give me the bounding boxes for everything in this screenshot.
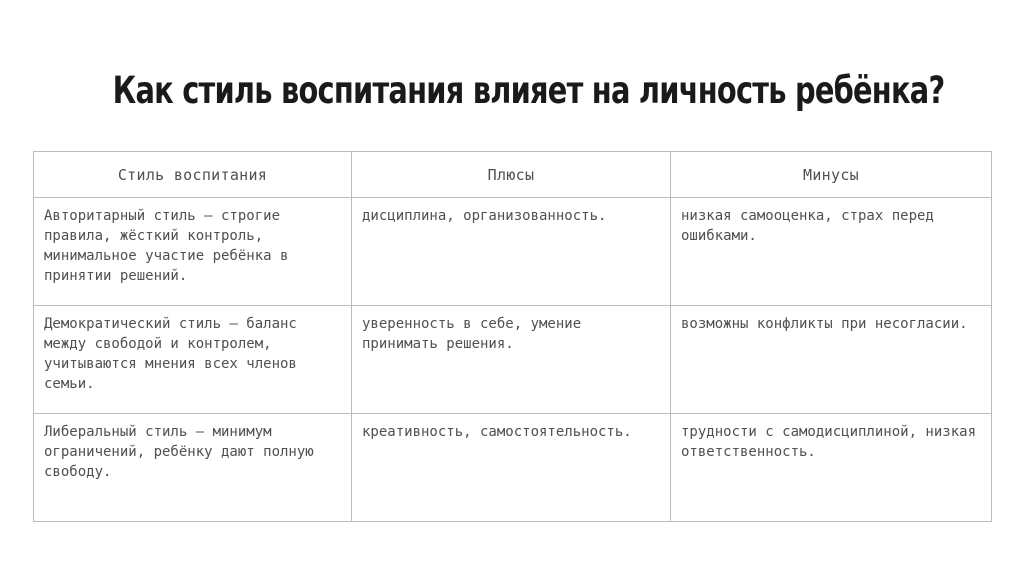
- table-row: [34, 306, 992, 414]
- cell-cons: возможны конфликты при несогласии.: [671, 306, 992, 414]
- table-header-row: [34, 152, 992, 198]
- header-style: Стиль воспитания: [34, 152, 352, 198]
- cell-pros: дисциплина, организованность.: [352, 198, 671, 306]
- parenting-styles-table: [33, 151, 992, 522]
- cell-pros: креативность, самостоятельность.: [352, 414, 671, 522]
- cell-cons: низкая самооценка, страх перед ошибками.: [671, 198, 992, 306]
- page-title: Как стиль воспитания влияет на личность ребёнка?: [112, 68, 945, 112]
- table-row: [34, 198, 992, 306]
- cell-style: Либеральный стиль – минимум ограничений, ребёнку дают полную свободу.: [34, 414, 352, 522]
- header-cons: Минусы: [671, 152, 992, 198]
- cell-style: Демократический стиль – баланс между свободой и контролем, учитываются мнения всех членов семьи.: [34, 306, 352, 414]
- header-pros: Плюсы: [352, 152, 671, 198]
- cell-pros: уверенность в себе, умение принимать решения.: [352, 306, 671, 414]
- cell-style: Авторитарный стиль – строгие правила, жёсткий контроль, минимальное участие ребёнка в принятии решений.: [34, 198, 352, 306]
- cell-cons: трудности с самодисциплиной, низкая ответственность.: [671, 414, 992, 522]
- table-row: [34, 414, 992, 522]
